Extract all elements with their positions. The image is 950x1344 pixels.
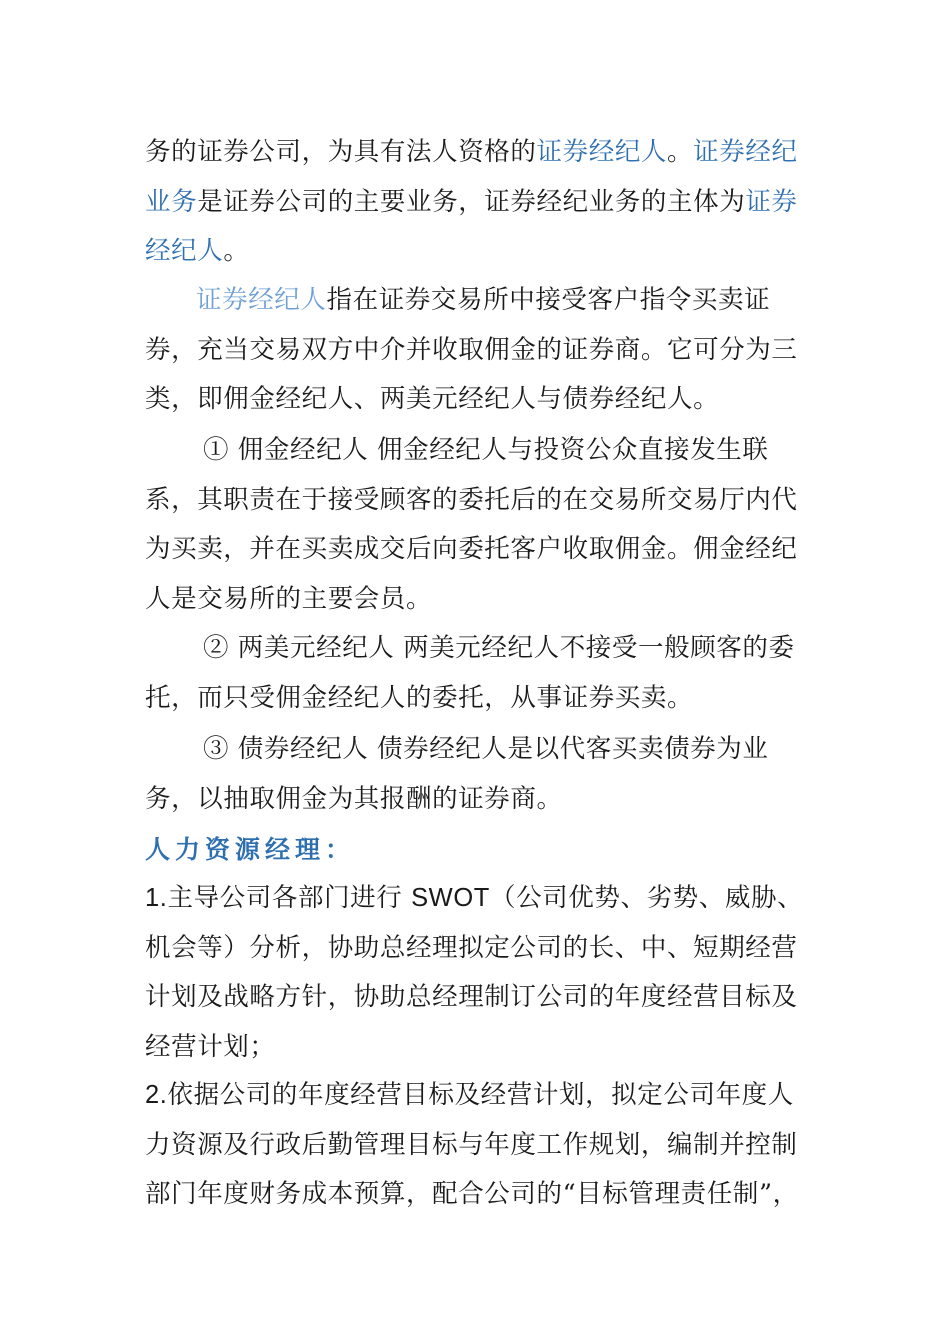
list-item-2: 2.依据公司的年度经营目标及经营计划，拟定公司年度人力资源及行政后勤管理目标与年度工作规划，编制并控制部门年度财务成本预算，配合公司的“目标管理责任制”， <box>145 1080 799 1210</box>
link-securities-broker-2[interactable]: 证券经纪人 <box>145 186 798 267</box>
paragraph-bond-broker: ③ 债券经纪人 债券经纪人是以代客买卖债券为业务，以抽取佣金为其报酬的证券商。 <box>145 734 769 814</box>
list-item-1: 1.主导公司各部门进行 SWOT（公司优势、劣势、威胁、机会等）分析，协助总经理拟定公司的长、中、短期经营计划及战略方针，协助总经理制订公司的年度经营目标及经营计划； <box>145 883 804 1062</box>
link-brokerage-business[interactable]: 证券经纪业务 <box>145 137 798 217</box>
paragraph-broker-intro: 务的证券公司，为具有法人资格的证券经纪人。证券经纪业务是证券公司的主要业务，证券经纪业务的主体为证券经纪人。 <box>145 137 798 267</box>
paragraph-commission-broker: ① 佣金经纪人 佣金经纪人与投资公众直接发生联系，其职责在于接受顾客的委托后的在交易所交易厅内代为买卖，并在买卖成交后向委托客户收取佣金。佣金经纪人是交易所的主要会员。 <box>145 435 798 614</box>
paragraph-broker-definition: 证券经纪人指在证券交易所中接受客户指令买卖证券，充当交易双方中介并收取佣金的证券商。它可分为三类，即佣金经纪人、两美元经纪人与债券经纪人。 <box>145 285 798 415</box>
link-securities-broker[interactable]: 证券经纪人 <box>536 137 668 167</box>
paragraph-two-dollar-broker: ② 两美元经纪人 两美元经纪人不接受一般顾客的委托，而只受佣金经纪人的委托，从事证券买卖。 <box>145 633 795 713</box>
link-securities-broker-3[interactable]: 证券经纪人 <box>196 285 327 315</box>
section-heading-hr-manager: 人力资源经理： <box>145 835 356 864</box>
